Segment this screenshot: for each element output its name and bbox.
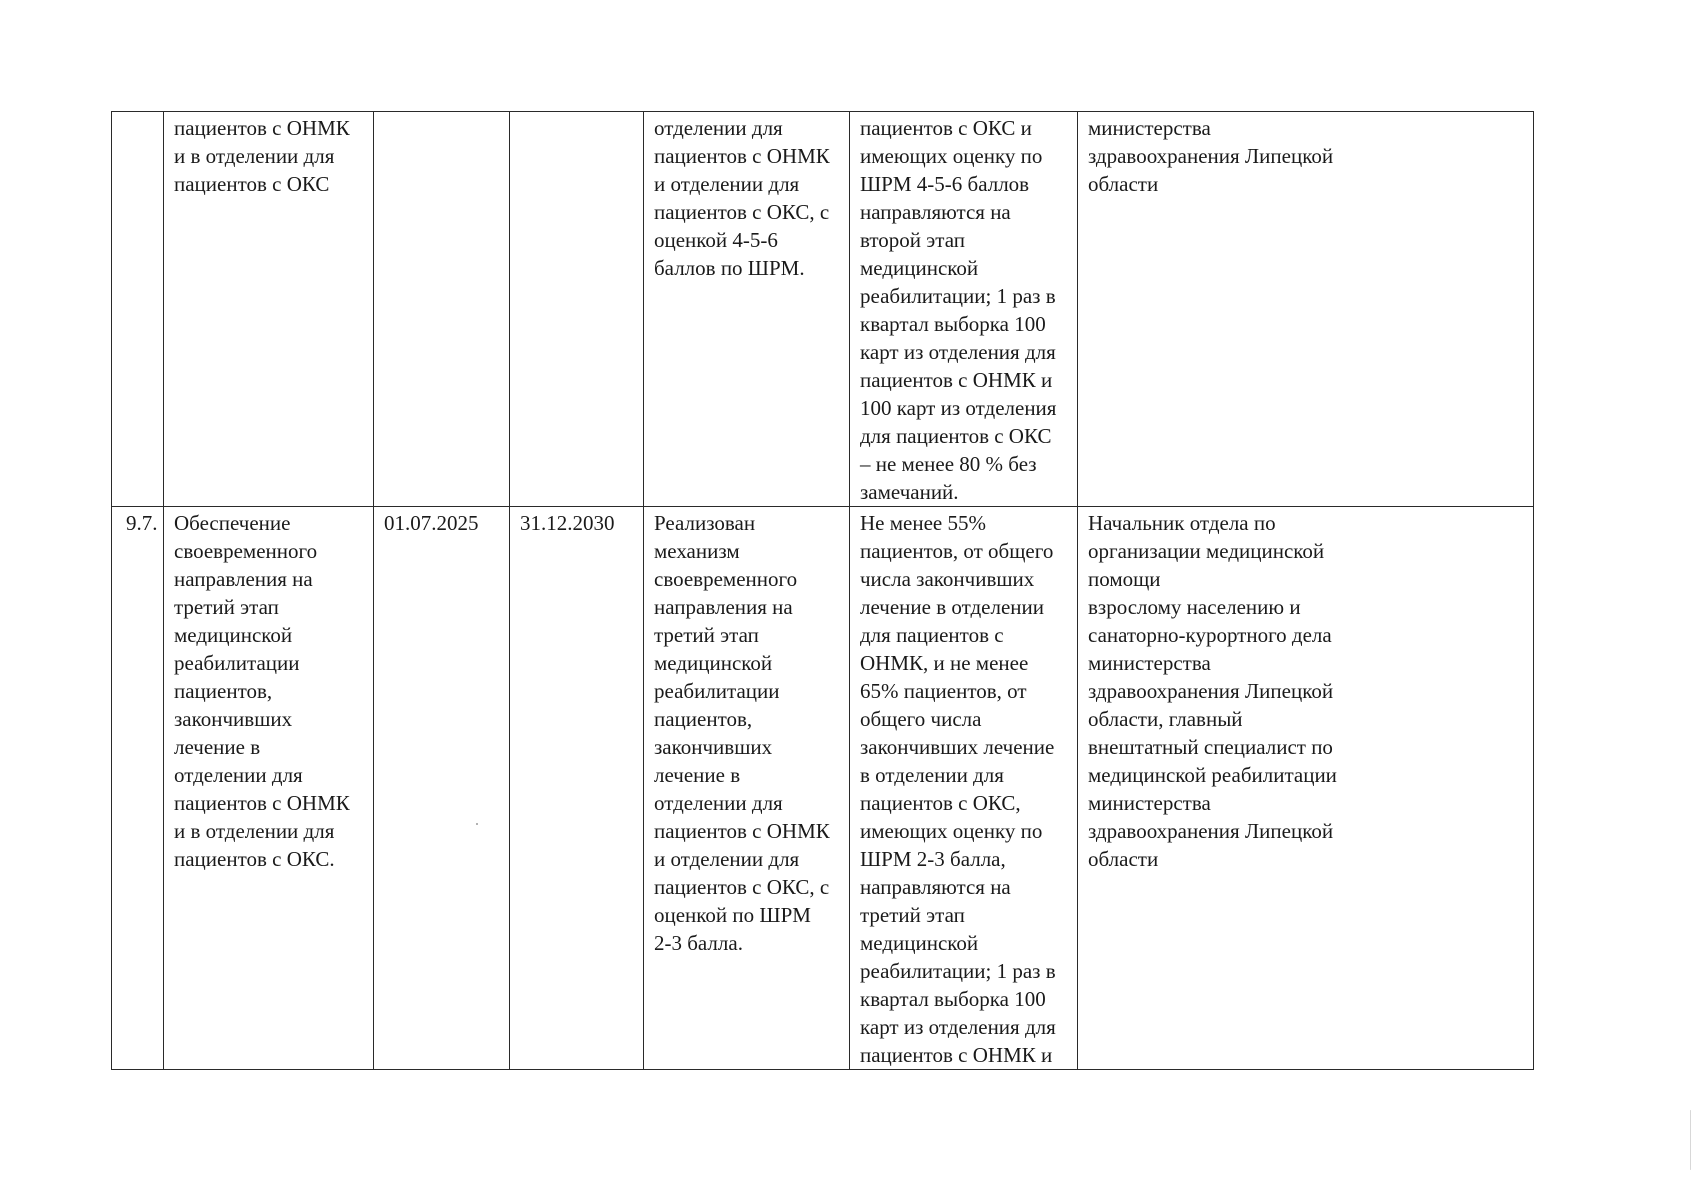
start-date-cell: [374, 112, 510, 507]
row-number: [112, 112, 164, 507]
indicator-cell: пациентов с ОКС и имеющих оценку по ШРМ 4-5-6 баллов направляются на второй этап медицинской реабилитации; 1 раз в квартал выборка 100 карт из отделения для пациентов с ОНМК и 100 карт из отделения для пациентов с ОКС – не менее 80 % без замечаний.: [850, 112, 1078, 507]
scan-edge-mark: [1690, 1110, 1691, 1170]
scan-speck: [476, 823, 478, 825]
responsible-cell: Начальник отдела по организации медицинской помощи взрослому населению и санаторно-курортного дела министерства здравоохранения Липецкой области, главный внештатный специалист по медицинской реабилитации министерства здравоохранения Липецкой области: [1078, 507, 1534, 1070]
event-cell: пациентов с ОНМК и в отделении для пациентов с ОКС: [164, 112, 374, 507]
responsible-cell: министерства здравоохранения Липецкой области: [1078, 112, 1534, 507]
start-date-cell: 01.07.2025: [374, 507, 510, 1070]
indicator-cell: Не менее 55% пациентов, от общего числа закончивших лечение в отделении для пациентов с ОНМК, и не менее 65% пациентов, от общего числа закончивших лечение в отделении для пациентов с ОКС, имеющих оценку по ШРМ 2-3 балла, направляются на третий этап медицинской реабилитации; 1 раз в квартал выборка 100 карт из отделения для пациентов с ОНМК и: [850, 507, 1078, 1070]
result-cell: Реализован механизм своевременного направления на третий этап медицинской реабилитации пациентов, закончивших лечение в отделении для пациентов с ОНМК и отделении для пациентов с ОКС, с оценкой по ШРМ 2-3 балла.: [644, 507, 850, 1070]
table-row: [112, 112, 1534, 507]
end-date-cell: 31.12.2030: [510, 507, 644, 1070]
event-cell: Обеспечение своевременного направления на третий этап медицинской реабилитации пациентов, закончивших лечение в отделении для пациентов с ОНМК и в отделении для пациентов с ОКС.: [164, 507, 374, 1070]
plan-table: [111, 111, 1534, 1070]
result-cell: отделении для пациентов с ОНМК и отделении для пациентов с ОКС, с оценкой 4-5-6 баллов по ШРМ.: [644, 112, 850, 507]
row-number: 9.7.: [112, 507, 164, 1070]
end-date-cell: [510, 112, 644, 507]
table-row: [112, 507, 1534, 1070]
